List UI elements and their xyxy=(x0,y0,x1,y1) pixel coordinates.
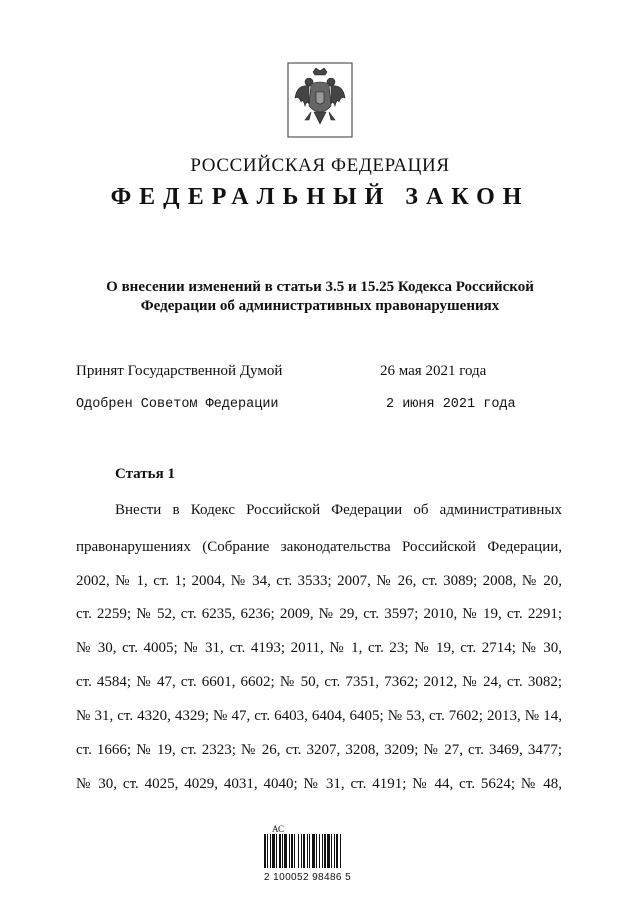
adoption-duma-row xyxy=(76,363,576,383)
article-line: ст. 1666; № 19, ст. 2323; № 26, ст. 3207, 3208, 3209; № 27, ст. 3469, 3477; xyxy=(76,742,562,758)
council-date: 2 июня 2021 года xyxy=(386,397,516,412)
country-name: РОССИЙСКАЯ ФЕДЕРАЦИЯ xyxy=(190,155,450,176)
article-heading: Статья 1 xyxy=(115,466,175,482)
article-line: правонарушениях (Собрание законодательства Российской Федерации, xyxy=(76,539,562,555)
article-line: № 30, ст. 4005; № 31, ст. 4193; 2011, № 1, ст. 23; № 19, ст. 2714; № 30, xyxy=(76,640,562,656)
article-line: ст. 2259; № 52, ст. 6235, 6236; 2009, № 29, ст. 3597; 2010, № 19, ст. 2291; xyxy=(76,606,562,622)
barcode-number: 2 100052 98486 5 xyxy=(264,872,352,883)
article-line: 2002, № 1, ст. 1; 2004, № 34, ст. 3533; 2007, № 26, ст. 3089; 2008, № 20, xyxy=(76,573,562,589)
state-emblem-icon xyxy=(287,62,353,138)
duma-label: Принят Государственной Думой xyxy=(76,363,283,379)
barcode-mark: АС xyxy=(272,824,285,834)
duma-date: 26 мая 2021 года xyxy=(380,363,487,379)
article-line: № 30, ст. 4025, 4029, 4031, 4040; № 31, ст. 4191; № 44, ст. 5624; № 48, xyxy=(76,776,562,792)
law-title xyxy=(80,278,560,316)
barcode xyxy=(264,826,374,886)
law-title-line-1: О внесении изменений в статьи 3.5 и 15.25 Кодекса Российской xyxy=(106,279,534,295)
article-line: ст. 4584; № 47, ст. 6601, 6602; № 50, ст. 7351, 7362; 2012, № 24, ст. 3082; xyxy=(76,674,562,690)
article-line: № 31, ст. 4320, 4329; № 47, ст. 6403, 6404, 6405; № 53, ст. 7602; 2013, № 14, xyxy=(76,708,562,724)
document-type: ФЕДЕРАЛЬНЫЙ ЗАКОН xyxy=(110,184,530,210)
article-line: Внести в Кодекс Российской Федерации об административных xyxy=(115,502,562,518)
barcode-bars-icon xyxy=(264,834,360,868)
council-label: Одобрен Советом Федерации xyxy=(76,397,279,412)
law-title-line-2: Федерации об административных правонарушениях xyxy=(140,298,500,314)
adoption-council-row xyxy=(76,397,576,417)
